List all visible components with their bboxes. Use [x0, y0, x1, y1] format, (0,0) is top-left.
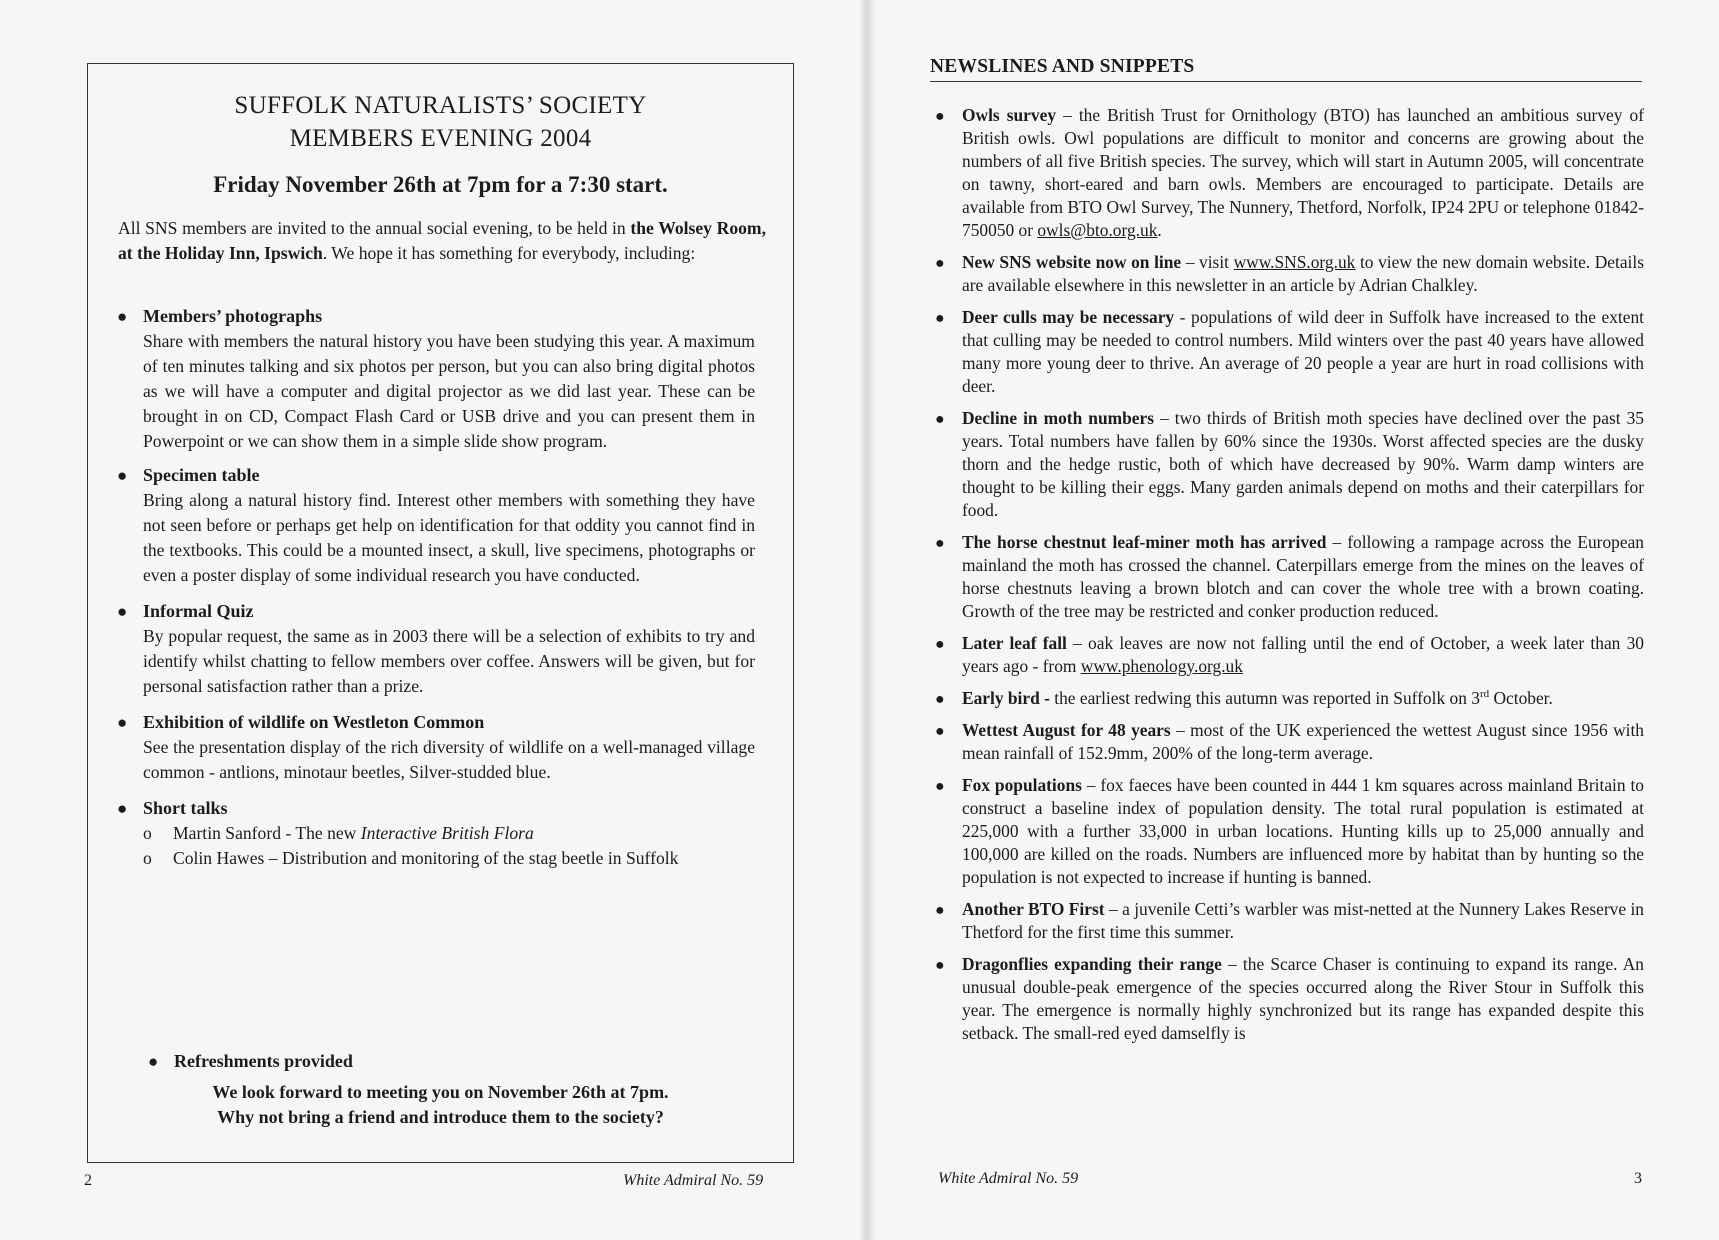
- event-item-body: Bring along a natural history find. Interest other members with something they have not seen before or perhaps get help on identification for that oddity you cannot find in the textbooks. This could be a mounted insect, a skull, live specimens, photographs or even a poster display of some individual research you have conducted.: [143, 490, 755, 585]
- section-heading: NEWSLINES AND SNIPPETS: [930, 56, 1642, 82]
- news-item: [935, 104, 1644, 242]
- bullet-icon: ●: [935, 691, 945, 708]
- website-link[interactable]: www.SNS.org.uk: [1233, 252, 1356, 272]
- news-after: October.: [1489, 688, 1553, 708]
- news-title: Later leaf fall: [962, 633, 1067, 653]
- intro-after: . We hope it has something for everybody, including:: [322, 243, 696, 263]
- news-text: – the Scarce Chaser is continuing to expand its range. An unusual double-peak emergence of the species occurred along the River Stour in Suffolk this year. The emergence is normally highly synchronized but its range has expanded despite this setback. The small-red eyed damselfly is: [962, 954, 1645, 1043]
- news-item: [935, 719, 1644, 765]
- news-item: [935, 953, 1645, 1045]
- bullet-icon: ●: [117, 602, 128, 621]
- news-text: – visit: [1181, 252, 1234, 272]
- news-title: Wettest August for 48 years: [962, 720, 1171, 740]
- news-after: .: [1157, 220, 1162, 240]
- news-title: Decline in moth numbers: [962, 408, 1155, 428]
- event-item: [117, 710, 755, 785]
- footer-left: White Admiral No. 59: [623, 1172, 764, 1189]
- event-item-title: Members’ photographs: [143, 306, 323, 326]
- news-title: Another BTO First: [962, 899, 1105, 919]
- website-link[interactable]: www.phenology.org.uk: [1080, 656, 1243, 676]
- news-title: Owls survey: [962, 105, 1057, 125]
- intro-paragraph: [118, 216, 766, 266]
- news-item: [935, 407, 1644, 522]
- talk-item: [143, 846, 755, 871]
- news-item: [935, 774, 1644, 889]
- news-title: Fox populations: [962, 775, 1082, 795]
- news-list: [935, 104, 1645, 1054]
- news-text: – oak leaves are now not falling until the end of October, a week later than 30 years ago - from: [962, 633, 1644, 676]
- closing-line1: We look forward to meeting you on November 26th at 7pm.: [212, 1082, 669, 1102]
- email-link[interactable]: owls@bto.org.uk: [1037, 220, 1158, 240]
- news-text: – a juvenile Cetti’s warbler was mist-netted at the Nunnery Lakes Reserve in Thetford for the first time this summer.: [962, 899, 1644, 942]
- news-text: – most of the UK experienced the wettest August since 1956 with mean rainfall of 152.9mm, 200% of the long-term average.: [962, 720, 1644, 763]
- news-text: - populations of wild deer in Suffolk have increased to the extent that culling may be needed to control numbers. Mild winters over the past 40 years have allowed many more young deer to thrive. An average of 20 people a year are hurt in road collisions with deer.: [962, 307, 1644, 396]
- intro-venue: the Wolsey Room, at the Holiday Inn, Ipswich: [118, 218, 766, 263]
- bullet-icon: ●: [148, 1052, 159, 1071]
- talk-text: Martin Sanford - The new: [173, 823, 361, 843]
- circle-bullet-icon: o: [143, 848, 152, 868]
- refreshments-label: Refreshments provided: [174, 1051, 353, 1071]
- news-item: [935, 531, 1644, 623]
- notice-title-line2: MEMBERS EVENING 2004: [289, 125, 592, 152]
- ordinal-suffix: rd: [1479, 688, 1490, 701]
- page-number-right: 3: [1634, 1170, 1642, 1187]
- talk-item: [143, 821, 755, 846]
- event-item-title: Specimen table: [143, 465, 260, 485]
- bullet-icon: ●: [935, 723, 945, 740]
- bullet-icon: ●: [117, 799, 128, 818]
- bullet-icon: ●: [935, 255, 945, 272]
- bullet-icon: ●: [935, 902, 945, 919]
- bullet-icon: ●: [935, 310, 945, 327]
- news-item: [935, 632, 1644, 678]
- news-text: – the British Trust for Ornithology (BTO) has launched an ambitious survey of British owls. Owl populations are difficult to monitor and concerns are growing about the numbers of all five British species. The survey, which will start in Autumn 2005, will concentrate on tawny, short-eared and barn owls. Members are encouraged to participate. Details are available from BTO Owl Survey, The Nunnery, Thetford, Norfolk, IP24 2PU or telephone 01842-750050 or: [962, 105, 1644, 240]
- refreshments-item: [148, 1049, 353, 1074]
- closing-line2: Why not bring a friend and introduce them to the society?: [217, 1107, 664, 1127]
- news-title: Dragonflies expanding their range: [962, 954, 1222, 974]
- event-time: Friday November 26th at 7pm for a 7:30 start.: [213, 172, 668, 197]
- footer-right: White Admiral No. 59: [938, 1170, 1079, 1187]
- news-text: – fox faeces have been counted in 444 1 km squares across mainland Britain to construct a baseline index of population density. The total rural population is estimated at 225,000 with a further 33,000 in urban locations. Hunting kills up to 25,000 annually and 100,000 are killed on the roads. Numbers are influenced more by habitat than by hunting so the population is not expected to increase if hunting is banned.: [962, 775, 1644, 887]
- bullet-icon: ●: [935, 535, 945, 552]
- talk-title-italic: Interactive British Flora: [360, 823, 534, 843]
- event-item-body: Share with members the natural history you have been studying this year. A maximum of ten minutes talking and six photos per person, but you can also bring digital photos as we will have a computer and digital projector as we did last year. These can be brought in on CD, Compact Flash Card or USB drive and you can present them in Powerpoint or we can show them in a simple slide show program.: [143, 331, 755, 451]
- event-items-list: [117, 304, 755, 871]
- event-item-title: Exhibition of wildlife on Westleton Common: [143, 712, 485, 732]
- bullet-icon: ●: [935, 957, 945, 974]
- bullet-icon: ●: [935, 108, 945, 125]
- news-text: – two thirds of British moth species have declined over the past 35 years. Total numbers have fallen by 60% since the 1930s. Worst affected species are the dusky thorn and the hedge rustic, both of which have decreased by 90%. Warm damp winters are thought to be killing their eggs. Many garden animals depend on moths and their caterpillars for food.: [962, 408, 1644, 520]
- notice-title-line1: SUFFOLK NATURALISTS’ SOCIETY: [234, 92, 647, 119]
- bullet-icon: ●: [935, 411, 945, 428]
- news-title: Deer culls may be necessary: [962, 307, 1175, 327]
- intro-before: All SNS members are invited to the annual social evening, to be held in: [118, 218, 626, 238]
- event-item-body: See the presentation display of the rich diversity of wildlife on a well-managed village common - antlions, minotaur beetles, Silver-studded blue.: [143, 737, 755, 782]
- book-gutter: [860, 0, 876, 1240]
- page-number-left: 2: [84, 1172, 92, 1189]
- bullet-icon: ●: [117, 307, 128, 326]
- event-item: [117, 304, 755, 454]
- news-title: Early bird -: [962, 688, 1050, 708]
- event-item-title: Informal Quiz: [143, 601, 254, 621]
- news-item: [935, 306, 1644, 398]
- bullet-icon: ●: [117, 466, 128, 485]
- news-title: The horse chestnut leaf-miner moth has arrived: [962, 532, 1327, 552]
- event-item-title: Short talks: [143, 798, 228, 818]
- news-item: [935, 251, 1644, 297]
- members-evening-notice: [87, 63, 794, 1163]
- news-text: – following a rampage across the European mainland the moth has crossed the channel. Caterpillars emerge from the mines on the leaves of horse chestnuts leaving a brown blotch and can cover the whole tree with a brown coating. Growth of the tree may be restricted and conker production reduced.: [962, 532, 1644, 621]
- bullet-icon: ●: [935, 636, 945, 653]
- short-talks-list: [143, 821, 755, 871]
- news-text: the earliest redwing this autumn was reported in Suffolk on 3: [1049, 688, 1480, 708]
- news-item: [935, 898, 1644, 944]
- news-after: to view the new domain website. Details are available elsewhere in this newsletter in an article by Adrian Chalkley.: [962, 252, 1644, 295]
- bullet-icon: ●: [117, 713, 128, 732]
- event-item: [117, 599, 755, 699]
- talk-text: Colin Hawes – Distribution and monitoring of the stag beetle in Suffolk: [173, 848, 679, 868]
- circle-bullet-icon: o: [143, 823, 152, 843]
- news-item: [935, 687, 1644, 710]
- bullet-icon: ●: [935, 778, 945, 795]
- event-item: [117, 796, 755, 871]
- event-item: [117, 463, 755, 588]
- event-item-body: By popular request, the same as in 2003 there will be a selection of exhibits to try and identify whilst chatting to fellow members over coffee. Answers will be given, but for personal satisfaction rather than a prize.: [143, 626, 755, 696]
- news-title: New SNS website now on line: [962, 252, 1182, 272]
